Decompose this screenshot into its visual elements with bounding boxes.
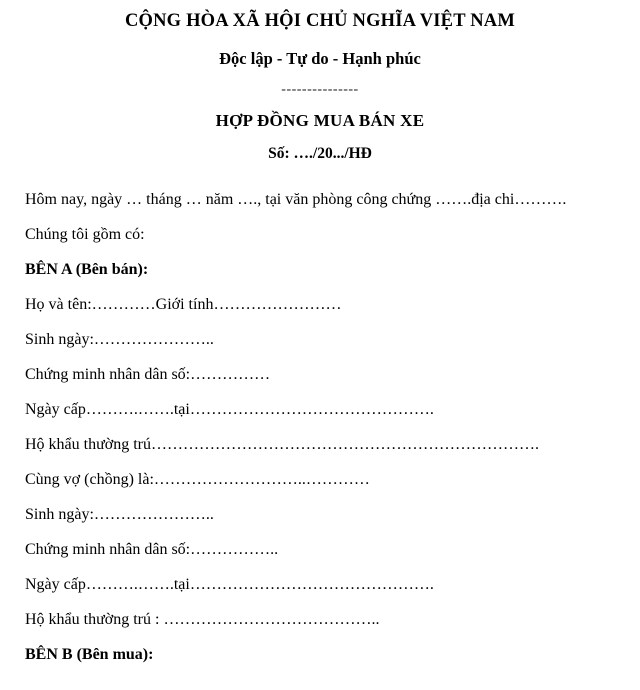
- intro-paragraph: Hôm nay, ngày … tháng … năm …., tại văn phòng công chứng …….địa chi……….: [25, 190, 567, 208]
- field-party-a-spouse-name: Cùng vợ (chồng) là:………………………..…………: [25, 470, 370, 488]
- field-party-a-id-number: Chứng minh nhân dân số:……………: [25, 365, 271, 383]
- parties-intro: Chúng tôi gồm có:: [25, 225, 145, 243]
- contract-title: HỢP ĐỒNG MUA BÁN XE: [215, 111, 425, 131]
- field-party-a-permanent-residence: Hộ khẩu thường trú……………………………………………………………….: [25, 435, 540, 453]
- field-party-a-id-issue-date-place: Ngày cấp……….…….tại……………………………………….: [25, 400, 434, 418]
- field-party-a-spouse-id-issue-date-place: Ngày cấp……….…….tại……………………………………….: [25, 575, 434, 593]
- field-party-a-spouse-permanent-residence: Hộ khẩu thường trú : …………………………………..: [25, 610, 380, 628]
- field-party-a-spouse-id-number: Chứng minh nhân dân số:……………..: [25, 540, 279, 558]
- national-motto: Độc lập - Tự do - Hạnh phúc: [219, 49, 421, 69]
- national-title: CỘNG HÒA XÃ HỘI CHỦ NGHĨA VIỆT NAM: [124, 11, 516, 31]
- field-party-a-fullname-gender: Họ và tên:…………Giới tính……………………: [25, 295, 342, 313]
- contract-number: Số: …./20.../HĐ: [268, 145, 372, 163]
- party-b-heading: BÊN B (Bên mua):: [25, 645, 154, 663]
- document-body: [0, 182, 640, 672]
- header-divider: ---------------: [281, 81, 359, 97]
- document-header: [0, 0, 640, 164]
- party-a-heading: BÊN A (Bên bán):: [25, 260, 149, 278]
- field-party-a-spouse-birthdate: Sinh ngày:…………………..: [25, 505, 214, 523]
- field-party-a-birthdate: Sinh ngày:…………………..: [25, 330, 214, 348]
